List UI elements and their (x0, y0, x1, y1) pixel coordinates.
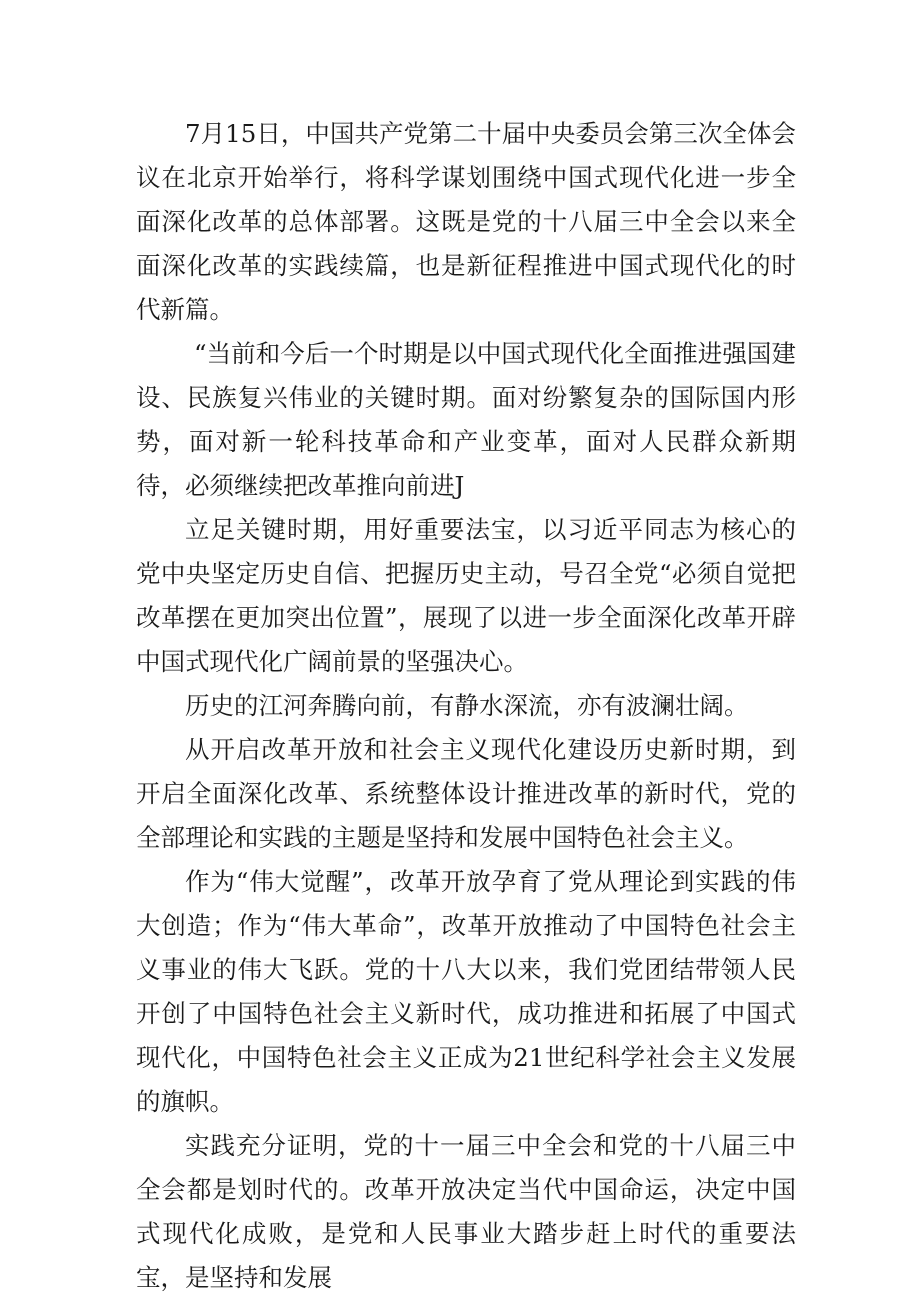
paragraph-3: 立足关键时期，用好重要法宝，以习近平同志为核心的党中央坚定历史自信、把握历史主动，号召全党“必须自觉把改革摆在更加突出位置”，展现了以进一步全面深化改革开辟中国式现代化广阔前景的坚强决心。 (136, 515, 796, 676)
paragraph-1: 7月15日，中国共产党第二十届中央委员会第三次全体会议在北京开始举行，将科学谋划围绕中国式现代化进一步全面深化改革的总体部署。这既是党的十八届三中全会以来全面深化改革的实践续篇，也是新征程推进中国式现代化的时代新篇。 (136, 119, 796, 324)
paragraph-4: 历史的江河奔腾向前，有静水深流，亦有波澜壮阔。 (185, 691, 749, 720)
paragraph-5: 从开启改革开放和社会主义现代化建设历史新时期，到开启全面深化改革、系统整体设计推进改革的新时代，党的全部理论和实践的主题是坚持和发展中国特色社会主义。 (136, 735, 796, 852)
paragraph-7: 实践充分证明，党的十一届三中全会和党的十八届三中全会都是划时代的。改革开放决定当代中国命运，决定中国式现代化成败，是党和人民事业大踏步赶上时代的重要法宝，是坚持和发展 (136, 1131, 796, 1292)
paragraph-2: “当前和今后一个时期是以中国式现代化全面推进强国建设、民族复兴伟业的关键时期。面对纷繁复杂的国际国内形势，面对新一轮科技革命和产业变革，面对人民群众新期待，必须继续把改革推向前进J (136, 339, 796, 500)
article-body (136, 112, 796, 1300)
paragraph-6: 作为“伟大觉醒”，改革开放孕育了党从理论到实践的伟大创造；作为“伟大革命”，改革开放推动了中国特色社会主义事业的伟大飞跃。党的十八大以来，我们党团结带领人民开创了中国特色社会主义新时代，成功推进和拓展了中国式现代化，中国特色社会主义正成为21世纪科学社会主义发展的旗帜。 (136, 867, 796, 1116)
